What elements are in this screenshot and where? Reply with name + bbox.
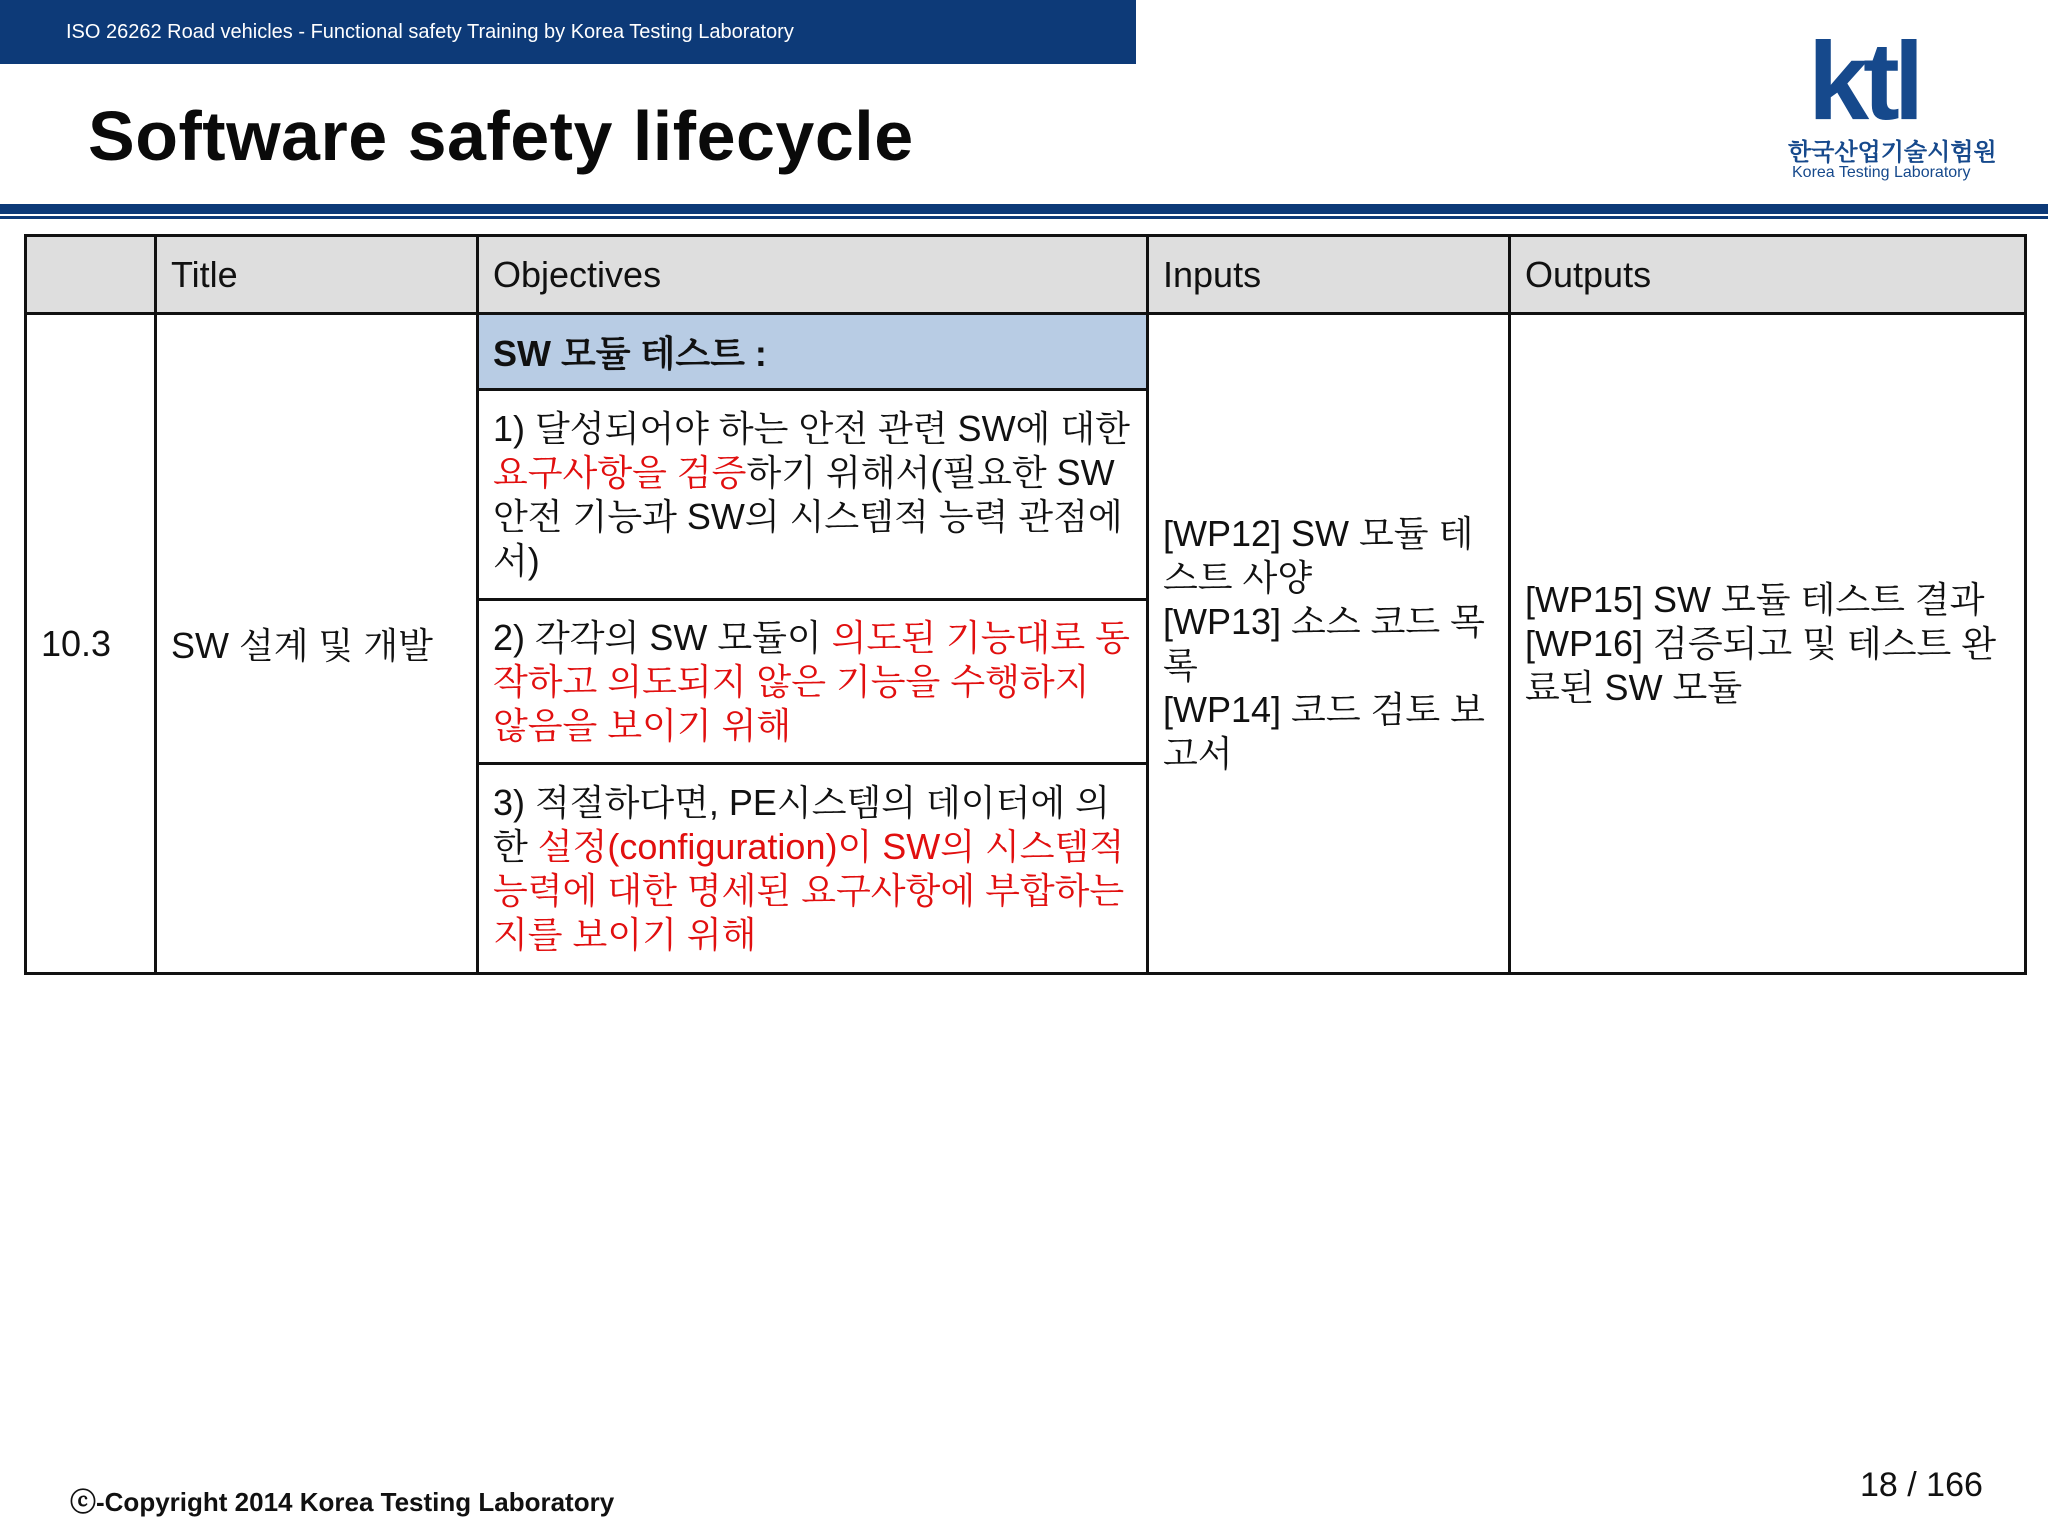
copyright-text: ⓒ-Copyright 2014 Korea Testing Laboratory: [70, 1487, 615, 1517]
objective-3: [478, 764, 1148, 974]
objective-3-highlight: 설정(configuration)이 SW의 시스템적 능력에 대한 명세된 요구사항에 부합하는지를 보이기 위해: [493, 825, 1125, 955]
objective-3-text: 3) 적절하다면, PE시스템의 데이터에 의한: [493, 781, 1110, 867]
objective-2: [478, 600, 1148, 764]
objective-1-text-end: 하기 위해서(필요한 SW 안전 기능과 SW의 시스템적 능력 관점에서): [493, 451, 1123, 581]
page-number: 18 / 166: [1860, 1466, 1983, 1504]
header-cell-objectives: Objectives: [478, 236, 1148, 314]
page-title: Software safety lifecycle: [88, 97, 914, 175]
objectives-heading: SW 모듈 테스트 :: [478, 314, 1148, 390]
logo-korean-name: 한국산업기술시험원: [1788, 139, 1997, 166]
objective-1-text: 1) 달성되어야 하는 안전 관련 SW에 대한: [493, 407, 1130, 449]
output-item: [WP15] SW 모듈 테스트 결과: [1525, 578, 1985, 620]
input-item: [WP13] 소스 코드 목록: [1163, 600, 1485, 686]
header-banner: ISO 26262 Road vehicles - Functional safety Training by Korea Testing Laboratory: [0, 0, 1136, 64]
output-item: [WP16] 검증되고 및 테스트 완료된 SW 모듈: [1525, 622, 1997, 708]
header-cell-inputs: Inputs: [1148, 236, 1510, 314]
title-cell: SW 설계 및 개발: [156, 314, 478, 974]
logo-mark: ktl: [1808, 20, 1919, 143]
header-divider-thin: [0, 216, 2048, 219]
ktl-logo: [1780, 20, 1997, 184]
lifecycle-table: [24, 234, 2027, 975]
header-cell-clause: [26, 236, 156, 314]
input-item: [WP12] SW 모듈 테스트 사양: [1163, 512, 1474, 598]
header-cell-outputs: Outputs: [1510, 236, 2026, 314]
clause-cell: 10.3: [26, 314, 156, 974]
outputs-cell: [1510, 314, 2026, 974]
table-row: [26, 314, 2026, 390]
objective-1-highlight: 요구사항을 검증: [493, 451, 747, 493]
objective-2-text: 2) 각각의 SW 모듈이: [493, 616, 832, 658]
input-item: [WP14] 코드 검토 보고서: [1163, 688, 1485, 774]
table-header-row: [26, 236, 2026, 314]
header-cell-title: Title: [156, 236, 478, 314]
objective-2-highlight: 의도된 기능대로 동작하고 의도되지 않은 기능을 수행하지 않음을 보이기 위해: [493, 616, 1130, 746]
inputs-cell: [1148, 314, 1510, 974]
objective-1: [478, 390, 1148, 600]
logo-english-name: Korea Testing Laboratory: [1792, 164, 1971, 181]
header-divider: [0, 204, 2048, 214]
